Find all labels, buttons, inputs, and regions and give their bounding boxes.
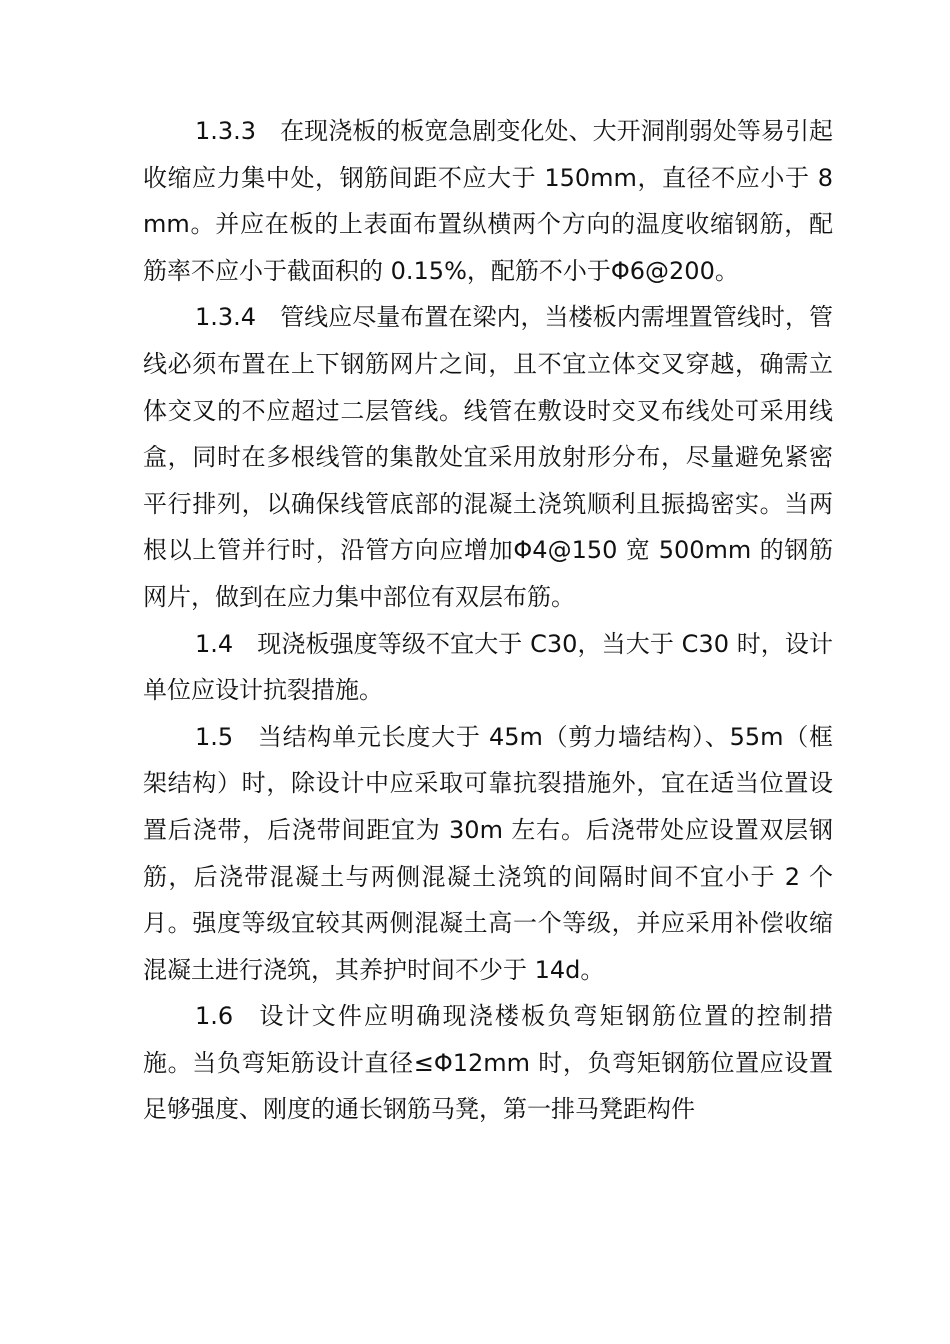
section-number: 1.4 — [195, 629, 234, 658]
section-number: 1.3.3 — [195, 117, 257, 145]
paragraph-1-6 — [143, 993, 833, 1133]
section-number: 1.5 — [195, 722, 234, 751]
paragraph-text: 设计文件应明确现浇楼板负弯矩钢筋位置的控制措施。当负弯矩筋设计直径≤Φ12mm 时，负弯矩钢筋位置应设置足够强度、刚度的通长钢筋马凳，第一排马凳距构件 — [143, 1002, 833, 1124]
paragraph-text: 现浇板强度等级不宜大于 C30，当大于 C30 时，设计单位应设计抗裂措施。 — [143, 629, 833, 705]
section-number: 1.6 — [195, 1002, 234, 1031]
paragraph-text: 在现浇板的板宽急剧变化处、大开洞削弱处等易引起收缩应力集中处，钢筋间距不应大于 150mm，直径不应小于 8mm。并应在板的上表面布置纵横两个方向的温度收缩钢筋，配筋率不应小于截面积的 0.15%，配筋不小于Φ6@200。 — [143, 117, 833, 285]
section-number: 1.3.4 — [195, 303, 257, 332]
document-body — [143, 108, 833, 1133]
paragraph-1-5 — [143, 714, 833, 994]
paragraph-text: 管线应尽量布置在梁内，当楼板内需埋置管线时，管线必须布置在上下钢筋网片之间，且不宜立体交叉穿越，确需立体交叉的不应超过二层管线。线管在敷设时交叉布线处可采用线盒，同时在多根线管的集散处宜采用放射形分布，尽量避免紧密平行排列，以确保线管底部的混凝土浇筑顺利且振捣密实。当两根以上管并行时，沿管方向应增加Φ4@150 宽 500mm 的钢筋网片，做到在应力集中部位有双层布筋。 — [143, 303, 833, 611]
paragraph-1-3-4 — [143, 294, 833, 620]
paragraph-1-4 — [143, 621, 833, 714]
paragraph-1-3-3 — [143, 108, 833, 294]
paragraph-text: 当结构单元长度大于 45m（剪力墙结构）、55m（框架结构）时，除设计中应采取可靠抗裂措施外，宜在适当位置设置后浇带，后浇带间距宜为 30m 左右。后浇带处应设置双层钢筋，后浇带混凝土与两侧混凝土浇筑的间隔时间不宜小于 2 个月。强度等级宜较其两侧混凝土高一个等级，并应采用补偿收缩混凝土进行浇筑，其养护时间不少于 14d。 — [143, 722, 833, 984]
